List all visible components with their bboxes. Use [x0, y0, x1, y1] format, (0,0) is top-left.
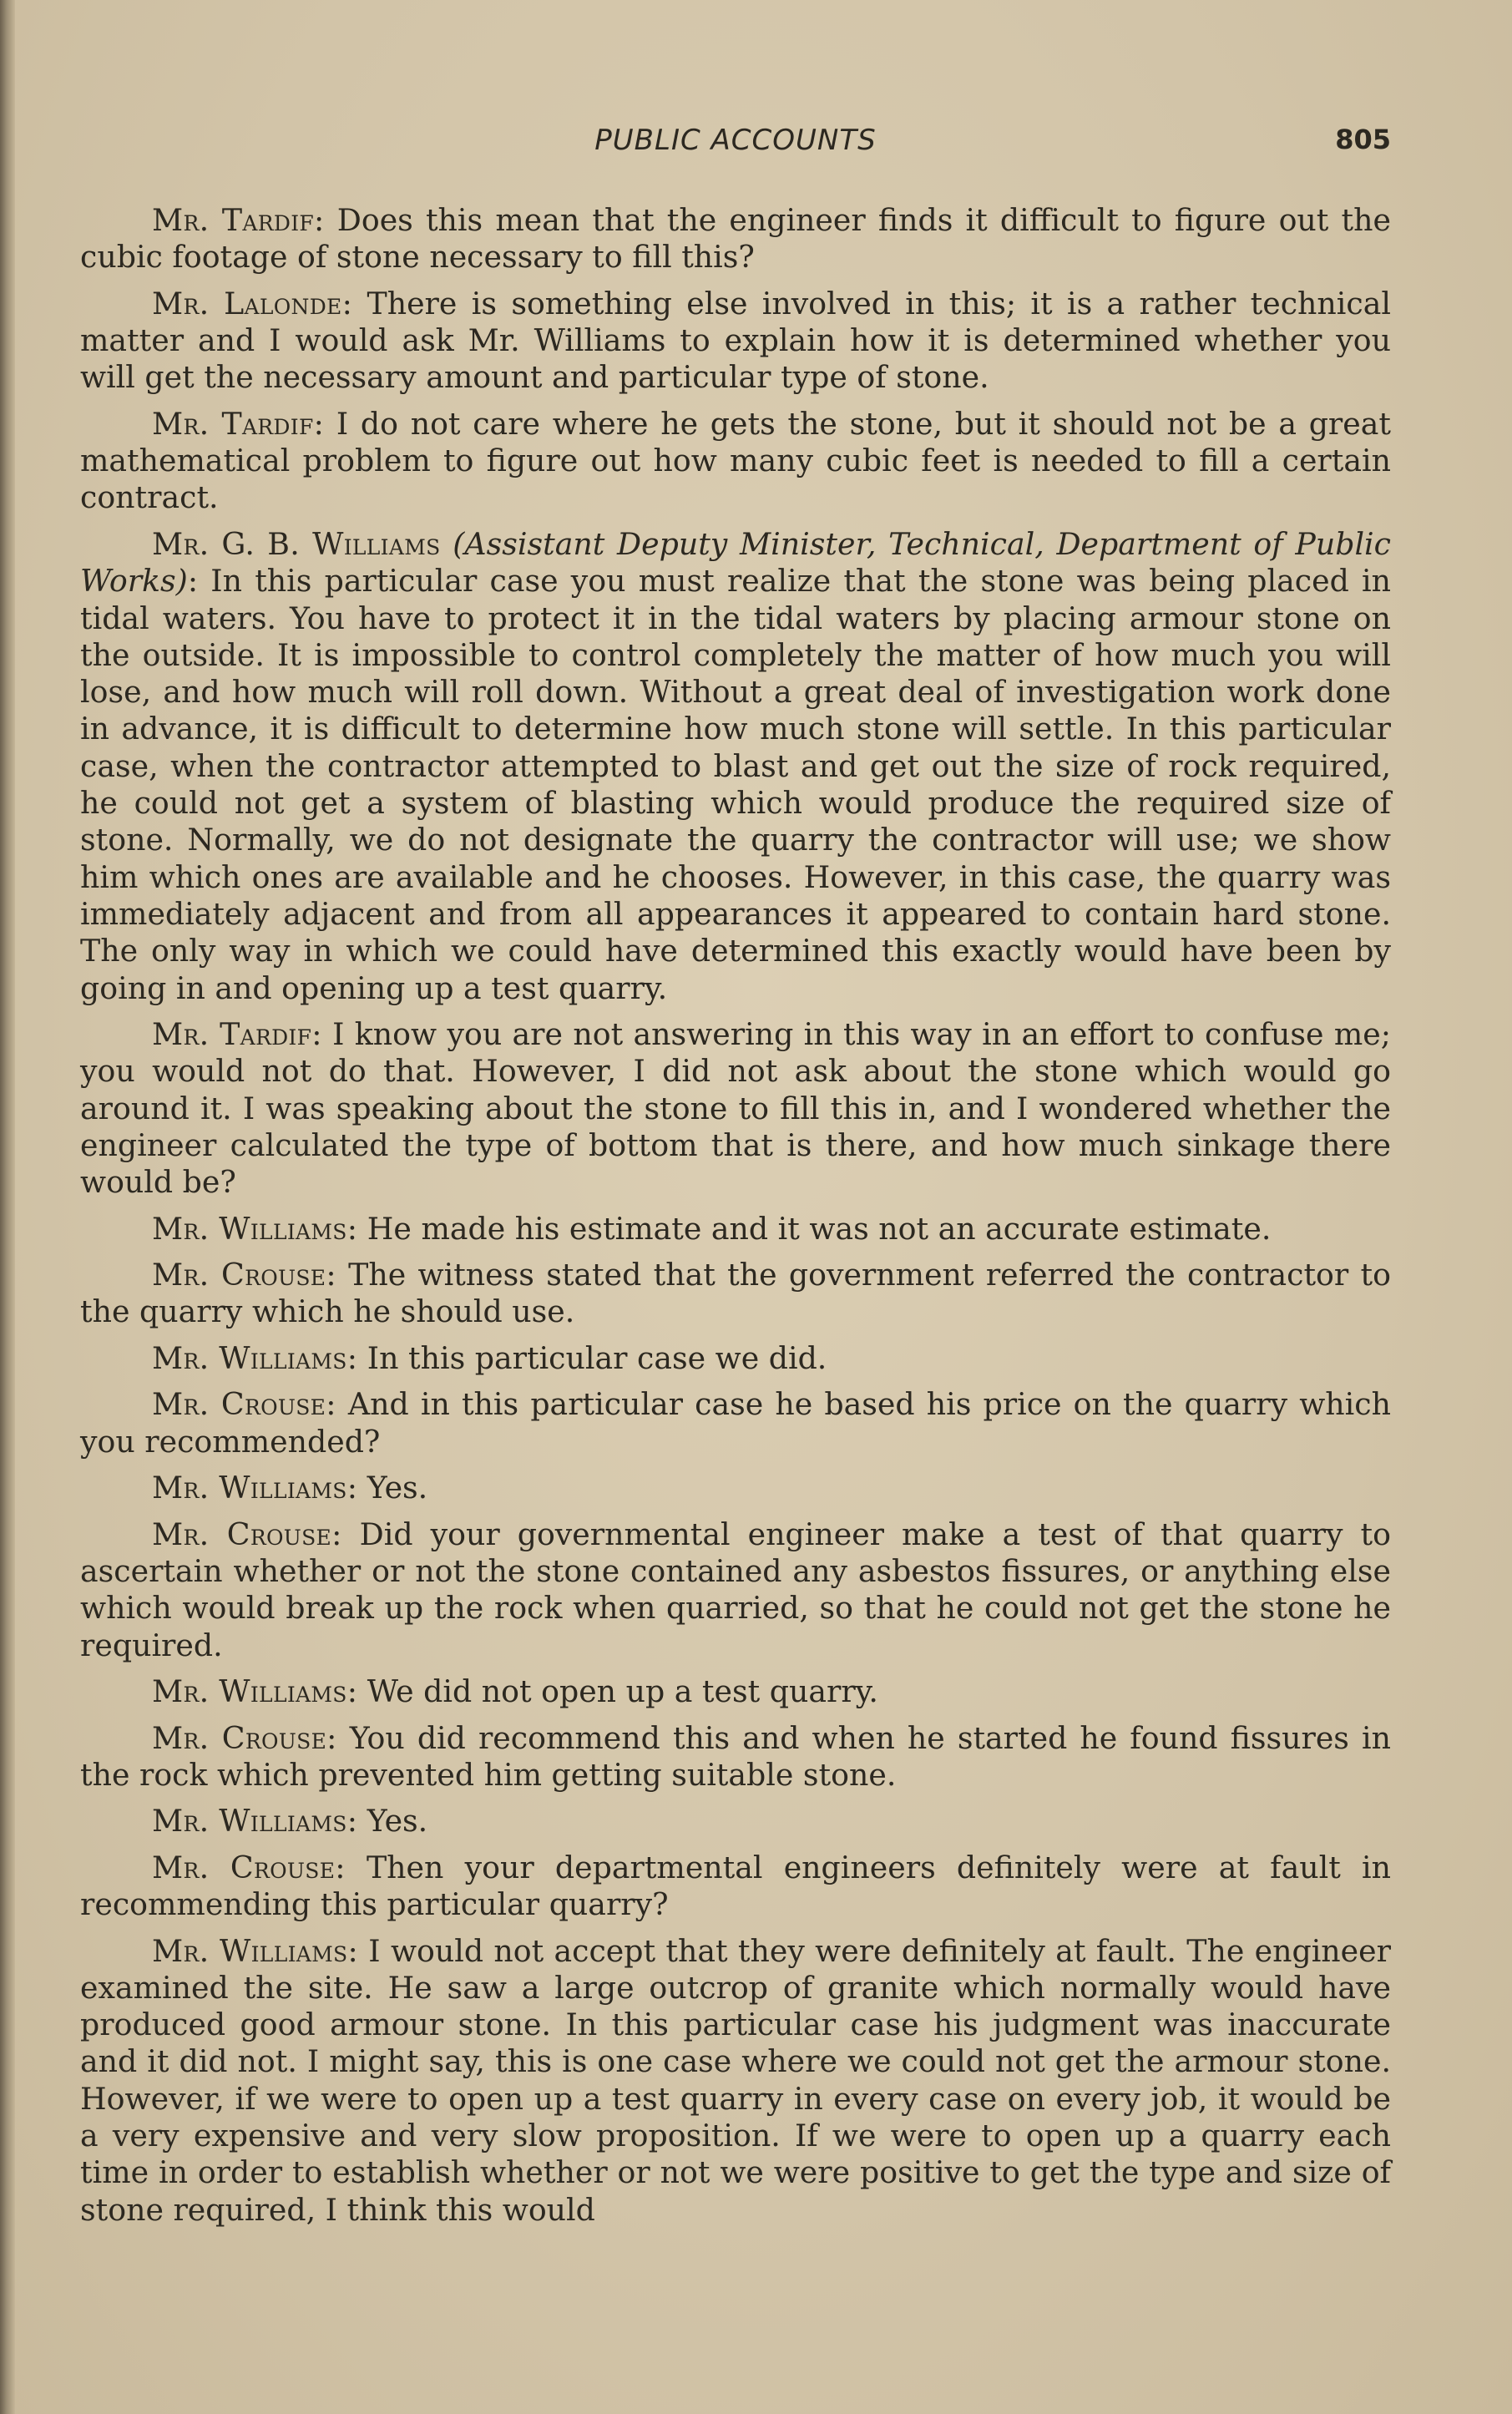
speech-text: : In this particular case you must realize that the stone was being placed in tidal waters. You have to protect it in the tidal waters by placing armour stone on the outside. It is impossible to control completely the matter of how much you will lose, and how much will roll down. Without a great deal of investigation work done in advance, it is difficult to determine how much stone will settle. In this particular case, when the contractor attempted to blast and get out the size of rock required, he could not get a system of blasting which would produce the required size of stone. Normally, we do not designate the quarry the contractor will use; we show him which ones are available and he chooses. However, in this case, the quarry was immediately adjacent and from all appearances it appeared to contain hard stone. The only way in which we could have determined this exactly would have been by going in and opening up a test quarry. — [80, 563, 1391, 1006]
speaker-name: Mr. Williams: — [152, 1932, 358, 1969]
transcript-paragraph — [80, 1386, 1391, 1460]
transcript-paragraph — [80, 1850, 1391, 1924]
transcript-paragraph — [80, 1673, 1391, 1710]
transcript-paragraph — [80, 526, 1391, 1007]
page-binding-edge — [0, 0, 15, 2414]
speaker-name: Mr. Crouse: — [152, 1516, 342, 1552]
speech-text: I know you are not answering in this way in an effort to confuse me; you would not do that. However, I did not ask about the stone which would go around it. I was speaking about the stone to fill this in, and I wondered whether the engineer calculated the type of bottom that is there, and how much sinkage there would be? — [80, 1015, 1391, 1201]
speaker-name: Mr. Crouse: — [152, 1386, 336, 1423]
transcript-paragraph — [80, 1516, 1391, 1664]
speech-text: Then your departmental engineers definitely were at fault in recommending this particular quarry? — [80, 1849, 1391, 1923]
speech-text: He made his estimate and it was not an accurate estimate. — [357, 1210, 1272, 1247]
running-title: PUBLIC ACCOUNTS — [594, 124, 877, 157]
page-header — [80, 124, 1391, 174]
speaker-name: Mr. Tardif: — [152, 405, 325, 442]
speaker-name: Mr. Williams: — [152, 1470, 358, 1506]
speech-text: Does this mean that the engineer finds it difficult to figure out the cubic footage of stone necessary to fill this? — [80, 202, 1391, 276]
transcript-paragraph — [80, 1803, 1391, 1840]
speaker-name: Mr. Williams: — [152, 1803, 358, 1840]
speaker-name: Mr. Lalonde: — [152, 285, 353, 321]
speaker-name: Mr. Crouse: — [152, 1257, 336, 1293]
speech-text: I would not accept that they were definitely at fault. The engineer examined the site. He saw a large outcrop of granite which normally would have produced good armour stone. In this particular case his judgment was inaccurate and it did not. I might say, this is one case where we could not get the armour stone. However, if we were to open up a test quarry in every case on every job, it would be a very expensive and very slow proposition. If we were to open up a quarry each time in order to establish whether or not we were positive to get the type and size of stone required, I think this would — [80, 1932, 1391, 2228]
speech-text: Yes. — [357, 1803, 428, 1840]
speech-text: Did your governmental engineer make a test of that quarry to ascertain whether or not the stone contained any asbestos fissures, or anything else which would break up the rock when quarried, so that he could not get the stone he required. — [80, 1516, 1391, 1663]
speaker-name: Mr. Williams: — [152, 1673, 358, 1710]
speaker-name: Mr. Tardif: — [152, 1015, 322, 1052]
page-number: 805 — [1335, 124, 1391, 155]
transcript-paragraph — [80, 406, 1391, 517]
speaker-name: Mr. Williams: — [152, 1210, 358, 1247]
speech-text: And in this particular case he based his price on the quarry which you recommended? — [80, 1386, 1391, 1460]
speech-text: I do not care where he gets the stone, but it should not be a great mathematical problem to figure out how many cubic feet is needed to fill a certain contract. — [80, 405, 1391, 516]
transcript-paragraph — [80, 202, 1391, 276]
speech-text: The witness stated that the government referred the contractor to the quarry which he should use. — [80, 1257, 1391, 1330]
transcript-paragraph — [80, 1257, 1391, 1331]
speech-text: We did not open up a test quarry. — [357, 1673, 878, 1710]
speaker-name: Mr. Williams: — [152, 1339, 358, 1376]
transcript-paragraph — [80, 1933, 1391, 2229]
speaker-name: Mr. Crouse: — [152, 1849, 346, 1885]
speech-text: There is something else involved in this; it is a rather technical matter and I would ask Mr. Williams to explain how it is determined whether you will get the necessary amount and particular type of stone. — [80, 285, 1391, 396]
speaker-name: Mr. G. B. Williams — [152, 525, 441, 562]
speaker-name: Mr. Tardif: — [152, 202, 325, 238]
transcript-paragraph — [80, 1470, 1391, 1506]
speaker-name: Mr. Crouse: — [152, 1719, 337, 1756]
transcript-body — [80, 202, 1391, 2238]
speaker-title: (Assistant Deputy Minister, Technical, Department of Public Works) — [80, 525, 1391, 600]
transcript-paragraph — [80, 1340, 1391, 1377]
transcript-paragraph — [80, 1016, 1391, 1201]
speech-text: Yes. — [357, 1470, 428, 1506]
transcript-paragraph — [80, 1211, 1391, 1247]
speech-text: You did recommend this and when he started he found fissures in the rock which prevented him getting suitable stone. — [80, 1719, 1391, 1793]
transcript-paragraph — [80, 286, 1391, 397]
transcript-paragraph — [80, 1720, 1391, 1794]
speech-text: In this particular case we did. — [357, 1339, 827, 1376]
